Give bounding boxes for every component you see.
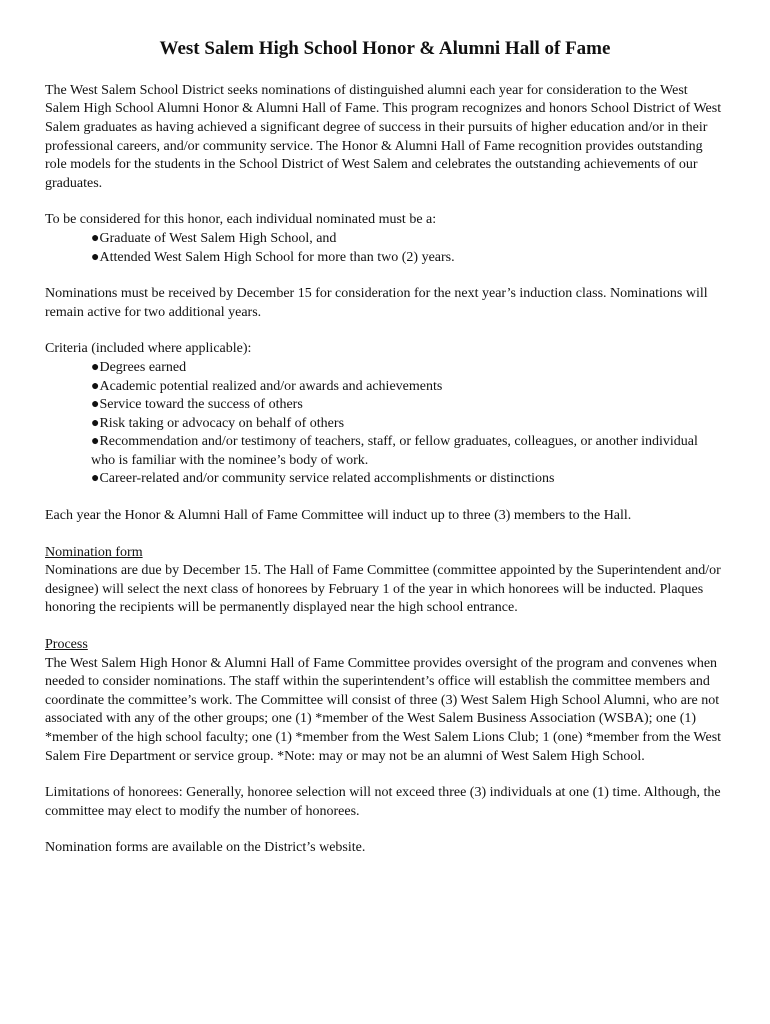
document-page	[45, 38, 725, 876]
induct-paragraph: Each year the Honor & Alumni Hall of Fame Committee will induct up to three (3) members to the Hall.	[45, 508, 632, 524]
limitations-paragraph: Limitations of honorees: Generally, honoree selection will not exceed three (3) individuals at one (1) time. Although, the committee may elect to modify the number of honorees.	[45, 785, 721, 819]
criteria-label: Criteria (included where applicable):	[45, 341, 252, 357]
list-item: ●Attended West Salem High School for more than two (2) years.	[91, 249, 455, 265]
bullet-icon: ●	[91, 378, 100, 394]
eligibility-label: To be considered for this honor, each individual nominated must be a:	[45, 212, 437, 228]
page-title: West Salem High School Honor & Alumni Hall of Fame	[159, 38, 611, 59]
list-item: ●Degrees earned	[91, 359, 187, 375]
deadline-paragraph: Nominations must be received by December 15 for consideration for the next year’s induction class. Nominations will remain active for two additional years.	[45, 286, 708, 320]
process-heading: Process	[45, 637, 88, 653]
nomination-form-heading: Nomination form	[45, 544, 143, 560]
intro-paragraph: The West Salem School District seeks nominations of distinguished alumni each year for consideration to the West Salem High School Alumni Honor & Alumni Hall of Fame. This program recognizes and honors School District of West Salem graduates as having achieved a significant degree of success in their pursuits of higher education and/or in their professional careers, and/or community service. The Honor & Alumni Hall of Fame recognition provides outstanding role models for the students in the School District of West Salem and celebrates the outstanding achievements of our graduates.	[45, 82, 722, 191]
bullet-icon: ●	[91, 230, 100, 246]
list-item: ●Academic potential realized and/or awards and achievements	[91, 378, 443, 394]
forms-note-paragraph: Nomination forms are available on the District’s website.	[45, 840, 366, 856]
list-item: ●Recommendation and/or testimony of teachers, staff, or fellow graduates, colleagues, or another individual who is familiar with the nominee’s body of work.	[91, 434, 698, 468]
bullet-icon: ●	[91, 415, 100, 431]
criteria-list	[45, 359, 725, 489]
bullet-icon: ●	[91, 434, 100, 450]
list-item: ●Career-related and/or community service related accomplishments or distinctions	[91, 471, 555, 487]
eligibility-list	[45, 230, 725, 267]
nomination-form-body: Nominations are due by December 15. The Hall of Fame Committee (committee appointed by the Superintendent and/or designee) will select the next class of honorees by February 1 of the year in which honorees will be inducted. Plaques honoring the recipients will be permanently displayed near the high school entrance.	[45, 563, 721, 616]
list-item: ●Service toward the success of others	[91, 397, 303, 413]
bullet-icon: ●	[91, 397, 100, 413]
bullet-icon: ●	[91, 249, 100, 265]
bullet-icon: ●	[91, 471, 100, 487]
bullet-icon: ●	[91, 359, 100, 375]
process-body: The West Salem High Honor & Alumni Hall of Fame Committee provides oversight of the program and convenes when needed to consider nominations. The staff within the superintendent’s office will establish the committee members and coordinate the committee’s work. The Committee will consist of three (3) West Salem High School Alumni, who are not associated with any of the other groups; one (1) *member of the West Salem Business Association (WSBA); one (1) *member of the high school faculty; one (1) *member from the West Salem Lions Club; 1 (one) *member from the West Salem Fire Department or service group. *Note: may or may not be an alumni of West Salem High School.	[45, 655, 722, 764]
list-item: ●Risk taking or advocacy on behalf of others	[91, 415, 345, 431]
list-item: ●Graduate of West Salem High School, and	[91, 230, 337, 246]
